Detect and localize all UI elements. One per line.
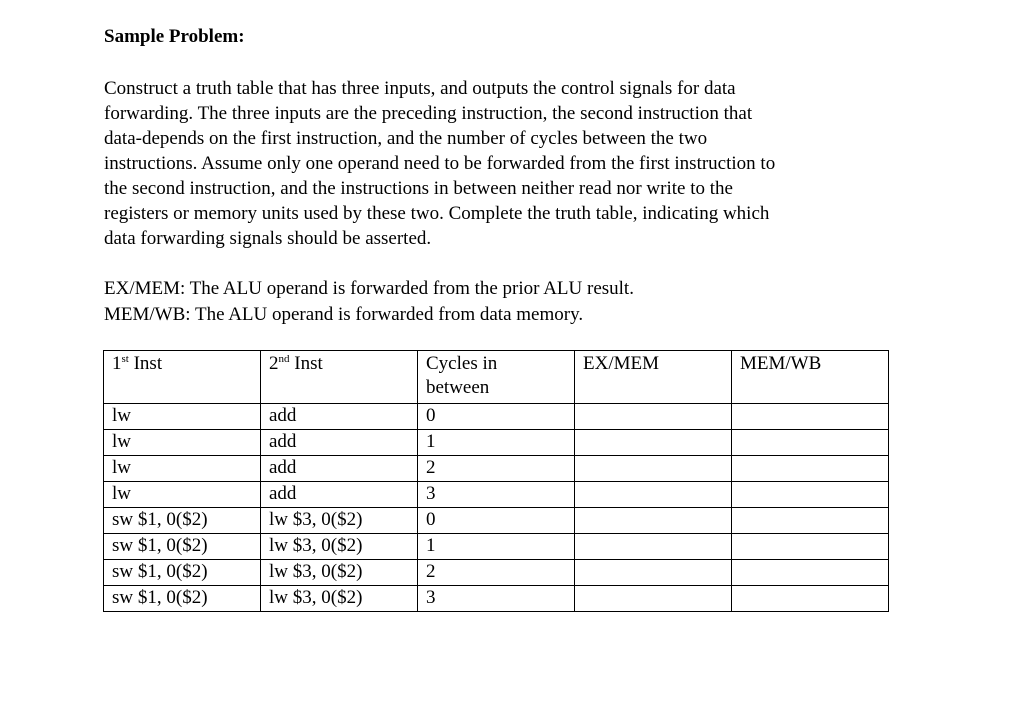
cell-first-inst: lw bbox=[104, 482, 261, 508]
table-row bbox=[104, 560, 889, 586]
cell-first-inst: lw bbox=[104, 430, 261, 456]
cell-second-inst: lw $3, 0($2) bbox=[261, 534, 418, 560]
cell-memwb[interactable] bbox=[732, 404, 889, 430]
page-title: Sample Problem: bbox=[104, 26, 245, 47]
paragraph-line: forwarding. The three inputs are the preceding instruction, the second instruction that bbox=[104, 103, 753, 124]
cell-cycles: 0 bbox=[418, 404, 575, 430]
paragraph-line: registers or memory units used by these two. Complete the truth table, indicating which bbox=[104, 203, 770, 224]
header-second-inst: 2nd Inst bbox=[261, 351, 418, 404]
cell-cycles: 2 bbox=[418, 560, 575, 586]
cell-exmem[interactable] bbox=[575, 560, 732, 586]
cell-exmem[interactable] bbox=[575, 404, 732, 430]
cell-cycles: 1 bbox=[418, 534, 575, 560]
cell-memwb[interactable] bbox=[732, 560, 889, 586]
header-exmem: EX/MEM bbox=[575, 351, 732, 404]
cell-memwb[interactable] bbox=[732, 508, 889, 534]
cell-exmem[interactable] bbox=[575, 430, 732, 456]
definition-exmem: EX/MEM: The ALU operand is forwarded from the prior ALU result. bbox=[104, 278, 634, 299]
table-row bbox=[104, 534, 889, 560]
cell-second-inst: lw $3, 0($2) bbox=[261, 508, 418, 534]
cell-second-inst: add bbox=[261, 404, 418, 430]
cell-memwb[interactable] bbox=[732, 534, 889, 560]
cell-second-inst: lw $3, 0($2) bbox=[261, 586, 418, 612]
signal-definitions bbox=[104, 276, 634, 328]
cell-cycles: 3 bbox=[418, 482, 575, 508]
cell-first-inst: lw bbox=[104, 404, 261, 430]
cell-exmem[interactable] bbox=[575, 508, 732, 534]
paragraph-line: the second instruction, and the instructions in between neither read nor write to the bbox=[104, 178, 733, 199]
cell-first-inst: sw $1, 0($2) bbox=[104, 508, 261, 534]
cell-first-inst: sw $1, 0($2) bbox=[104, 586, 261, 612]
definition-memwb: MEM/WB: The ALU operand is forwarded from data memory. bbox=[104, 304, 584, 325]
table-row bbox=[104, 482, 889, 508]
paragraph-line: data forwarding signals should be asserted. bbox=[104, 228, 432, 249]
cell-memwb[interactable] bbox=[732, 430, 889, 456]
cell-memwb[interactable] bbox=[732, 482, 889, 508]
cell-cycles: 3 bbox=[418, 586, 575, 612]
table-row bbox=[104, 404, 889, 430]
paragraph-line: data-depends on the first instruction, and the number of cycles between the two bbox=[104, 128, 708, 149]
paragraph-line: instructions. Assume only one operand need to be forwarded from the first instruction to bbox=[104, 153, 776, 174]
table-header-row bbox=[104, 351, 889, 404]
header-first-inst: 1st Inst bbox=[104, 351, 261, 404]
cell-second-inst: add bbox=[261, 456, 418, 482]
cell-cycles: 1 bbox=[418, 430, 575, 456]
cell-cycles: 2 bbox=[418, 456, 575, 482]
cell-memwb[interactable] bbox=[732, 586, 889, 612]
cell-second-inst: lw $3, 0($2) bbox=[261, 560, 418, 586]
header-memwb: MEM/WB bbox=[732, 351, 889, 404]
truth-table bbox=[103, 350, 889, 612]
table-row bbox=[104, 586, 889, 612]
cell-second-inst: add bbox=[261, 482, 418, 508]
cell-cycles: 0 bbox=[418, 508, 575, 534]
table-row bbox=[104, 430, 889, 456]
cell-exmem[interactable] bbox=[575, 586, 732, 612]
cell-exmem[interactable] bbox=[575, 534, 732, 560]
cell-second-inst: add bbox=[261, 430, 418, 456]
paragraph-line: Construct a truth table that has three inputs, and outputs the control signals for data bbox=[104, 78, 736, 99]
cell-exmem[interactable] bbox=[575, 482, 732, 508]
cell-first-inst: lw bbox=[104, 456, 261, 482]
cell-first-inst: sw $1, 0($2) bbox=[104, 534, 261, 560]
cell-exmem[interactable] bbox=[575, 456, 732, 482]
header-cycles: Cycles in between bbox=[418, 351, 575, 404]
problem-description bbox=[104, 76, 894, 251]
table-row bbox=[104, 456, 889, 482]
cell-memwb[interactable] bbox=[732, 456, 889, 482]
table-row bbox=[104, 508, 889, 534]
cell-first-inst: sw $1, 0($2) bbox=[104, 560, 261, 586]
